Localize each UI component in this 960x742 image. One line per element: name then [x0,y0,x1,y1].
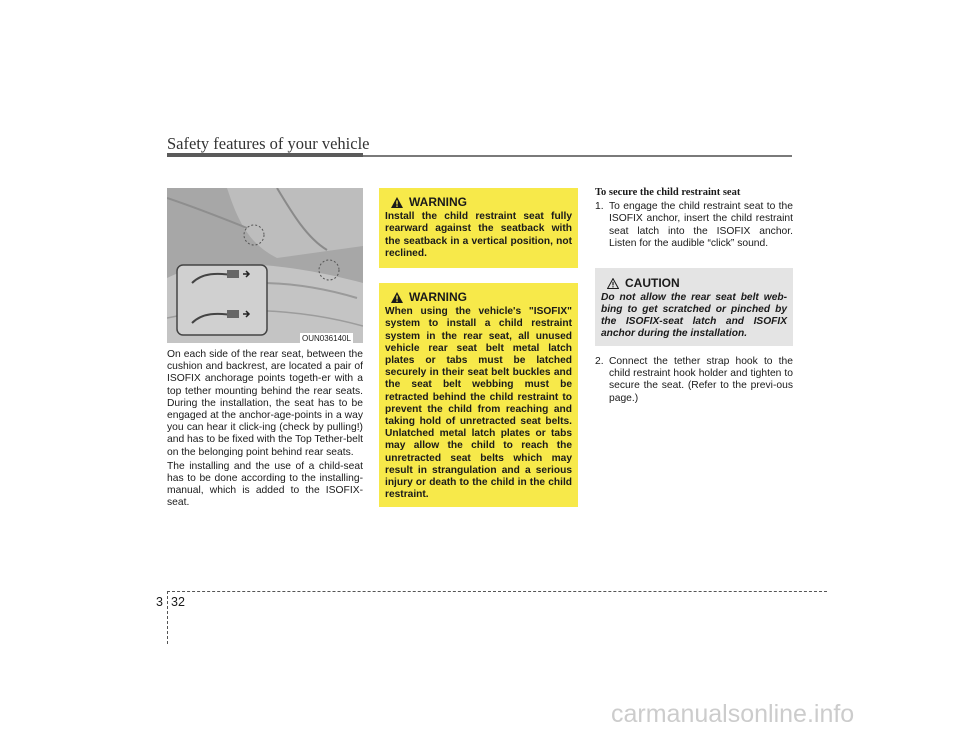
warning-triangle-icon [391,197,403,208]
step-item [595,356,793,405]
section-number: 3 [156,595,163,609]
step-number: 1. [595,201,604,213]
caution-box [595,268,793,346]
seat-drawing [167,188,363,343]
footer-rule [167,591,827,592]
warning-heading [391,196,572,208]
header-rule-light [363,155,792,157]
step-number: 2. [595,356,604,367]
paragraph: On each side of the rear seat, between the cushion and backrest, are located a pair of ISOFIX anchorage points togeth-er with a top tether mounting behind the rear seats. During the installation, the seat has to be engaged at the anchor-age-points in a way you can hear it click-ing (check by pulling!) and has to be fixed with the Top Tether-belt on the belonging point behind rear seats. [167,349,363,458]
warning-heading [391,291,572,303]
caution-triangle-icon [607,278,619,289]
warning-text: When using the vehicle's "ISOFIX" system to install a child restraint system in the rear seat, all unused vehicle rear seat belt metal latch plates or tabs must be latched securely in their seat belt buckles and the seat belt webbing must be retracted behind the child restraint to prevent the child from reaching and taking hold of unretracted seat belts. Unlatched metal latch plates or tabs may allow the child to reach the unretracted seat belts which may result in strangulation and a serious injury or death to the child in the child restraint. [385,306,572,501]
step-text: To engage the child restraint seat to the ISOFIX anchor, insert the child restraint seat latch into the ISOFIX anchor. Listen for the audible “click” sound. [609,201,793,249]
isofix-description [167,349,363,512]
figure-code: OUN036140L [302,334,351,343]
warning-text: Install the child restraint seat fully rearward against the seatback with the seatback in a vertical position, not reclined. [385,211,572,259]
step-text: Connect the tether strap hook to the child restraint hook holder and tighten to secure the seat. (Refer to the previ-ous page.) [609,356,793,404]
secure-instructions [595,187,793,250]
page-number: 32 [171,595,185,609]
caution-text: Do not allow the rear seat belt web-bing to get scratched or pinched by the ISOFIX-seat latch and ISOFIX anchor during the installation. [601,292,787,339]
step-item [595,201,793,250]
caution-heading [607,276,787,290]
header-rule-dark [167,153,363,157]
page-header-title: Safety features of your vehicle [167,134,370,153]
warning-title: WARNING [409,290,467,304]
watermark: carmanualsonline.info [611,700,855,728]
warning-box [379,283,578,507]
section-heading: To secure the child restraint seat [595,187,741,198]
isofix-illustration [167,188,363,343]
paragraph: The installing and the use of a child-seat has to be done according to the installing-manual, which is added to the ISOFIX-seat. [167,460,363,509]
warning-title: WARNING [409,195,467,209]
footer-vertical-rule [167,591,168,644]
warning-box [379,188,578,268]
warning-triangle-icon [391,292,403,303]
caution-title: CAUTION [625,276,680,290]
